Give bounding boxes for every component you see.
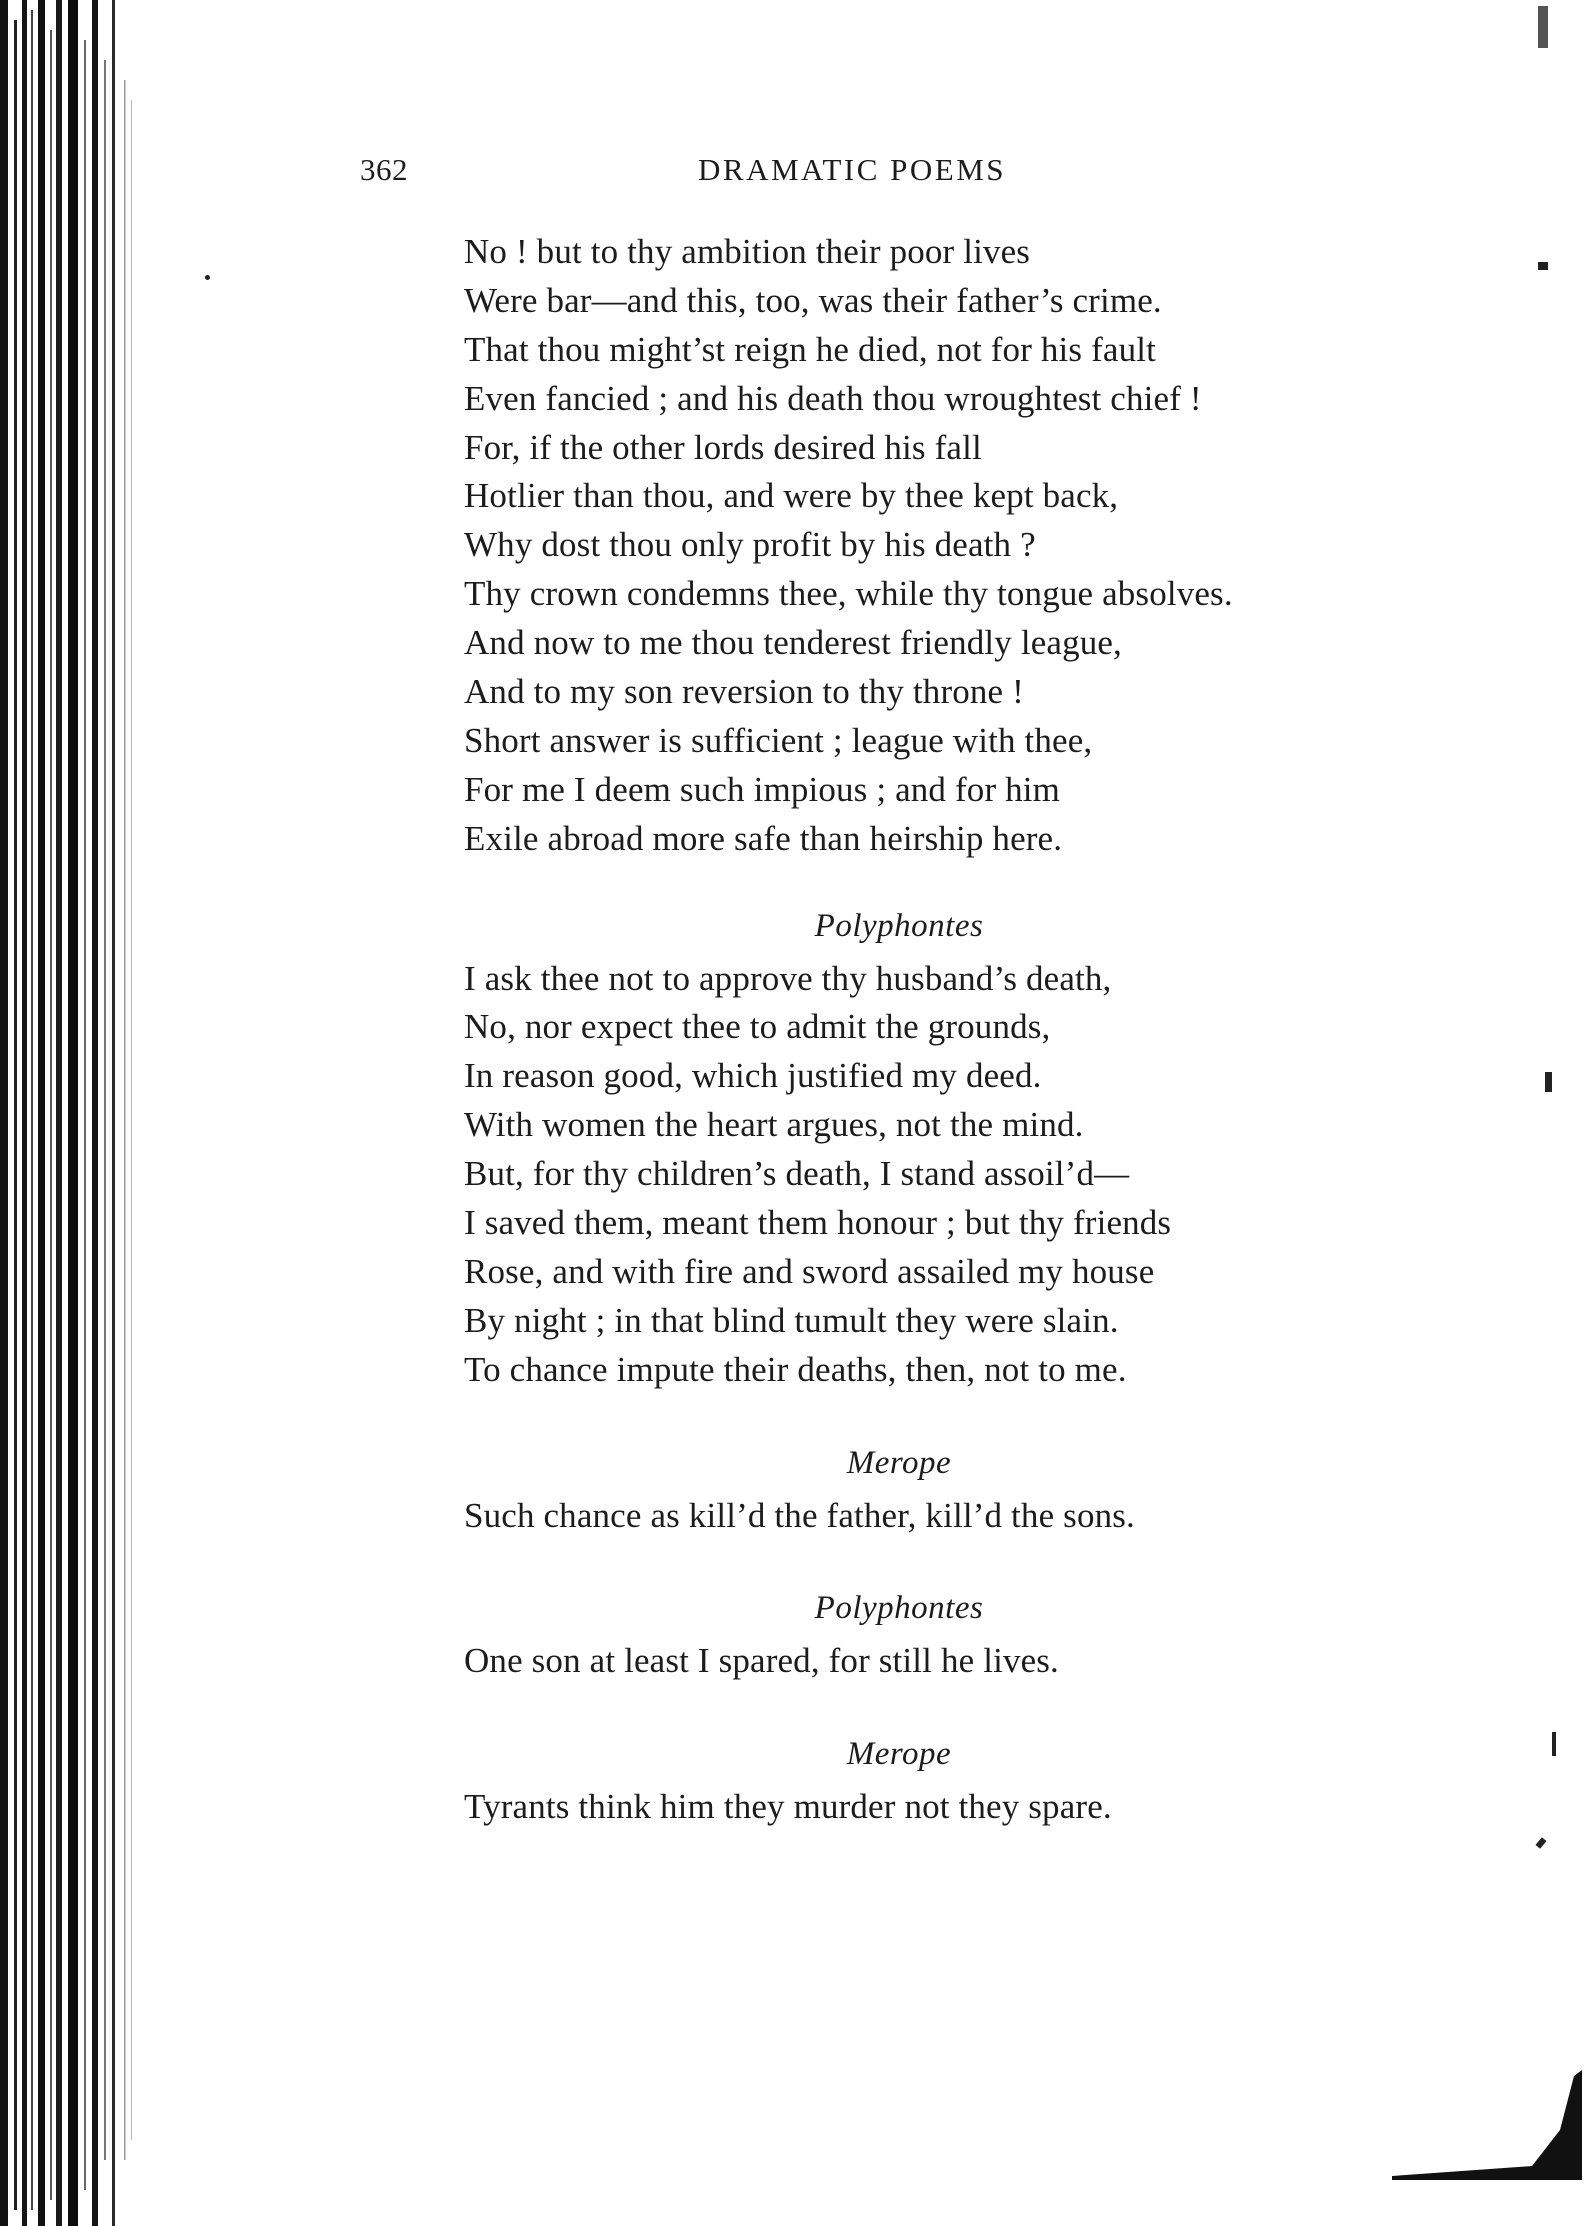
verse-line: Thy crown condemns thee, while thy tongue absolves.	[464, 574, 1233, 614]
speaker-name: Polyphontes	[814, 907, 984, 944]
verse-line: I saved them, meant them honour ; but thy friends	[464, 1203, 1172, 1243]
scan-speck	[1552, 1732, 1556, 1756]
verse-line: For me I deem such impious ; and for him	[464, 769, 1061, 809]
scan-speck	[1535, 1837, 1546, 1849]
verse-line: And now to me thou tenderest friendly league,	[464, 623, 1122, 663]
verse-line: No ! but to thy ambition their poor lives	[464, 232, 1031, 271]
verse-line: Such chance as kill’d the father, kill’d the sons.	[464, 1495, 1135, 1535]
verse-line: By night ; in that blind tumult they were slain.	[464, 1300, 1119, 1340]
scan-speck	[1545, 1072, 1552, 1092]
verse-line: Were bar—and this, too, was their father’s crime.	[464, 280, 1162, 320]
scan-speck	[205, 275, 210, 280]
verse-line: In reason good, which justified my deed.	[464, 1056, 1042, 1096]
speaker-name: Merope	[846, 1444, 952, 1481]
verse-line: But, for thy children’s death, I stand assoil’d—	[464, 1154, 1130, 1194]
verse-line: Hotlier than thou, and were by thee kept back,	[464, 476, 1119, 516]
passage	[464, 228, 1464, 864]
page-corner-shadow	[1392, 2070, 1582, 2180]
verse-line: No, nor expect thee to admit the grounds,	[464, 1007, 1051, 1047]
verse-line: Exile abroad more safe than heirship here.	[464, 818, 1063, 858]
verse-line: Short answer is sufficient ; league with thee,	[464, 720, 1093, 760]
verse-line: For, if the other lords desired his fall	[464, 427, 982, 467]
speaker-name: Polyphontes	[814, 1590, 984, 1627]
verse-line: Why dost thou only profit by his death ?	[464, 525, 1036, 565]
running-head: DRAMATIC POEMS	[698, 152, 1007, 187]
passage	[464, 1586, 1464, 1686]
passage	[464, 1441, 1464, 1541]
verse-line: Tyrants think him they murder not they spare.	[464, 1787, 1112, 1827]
verse-line: With women the heart argues, not the mind.	[464, 1105, 1084, 1145]
passage	[464, 904, 1464, 1395]
speaker-name: Merope	[846, 1736, 952, 1773]
verse-line: And to my son reversion to thy throne !	[464, 672, 1024, 712]
page-number: 362	[360, 152, 408, 187]
scan-speck	[1538, 6, 1548, 48]
verse-line: One son at least I spared, for still he lives.	[464, 1641, 1059, 1681]
page-header	[360, 152, 1080, 196]
passage	[464, 1732, 1464, 1832]
verse-line: To chance impute their deaths, then, not to me.	[464, 1349, 1127, 1389]
book-binding-edge	[0, 0, 140, 2226]
verse-line: That thou might’st reign he died, not for his fault	[464, 329, 1156, 369]
verse-line: Even fancied ; and his death thou wroughtest chief !	[464, 378, 1202, 418]
verse-text	[464, 228, 1464, 1832]
scan-speck	[1538, 262, 1548, 270]
verse-line: I ask thee not to approve thy husband’s death,	[464, 958, 1112, 998]
verse-line: Rose, and with fire and sword assailed my house	[464, 1251, 1155, 1291]
